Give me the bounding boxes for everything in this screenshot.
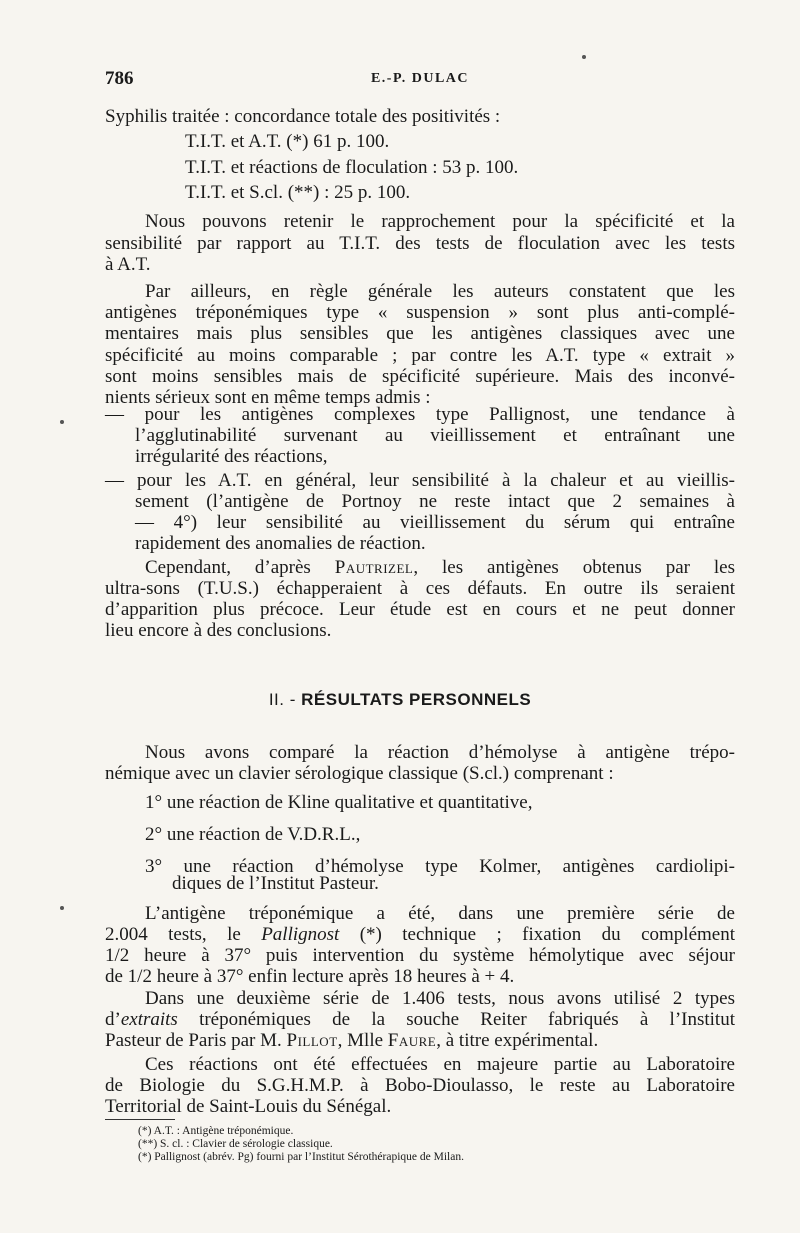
author-name: Pillot [286,1030,338,1051]
list-item-line: — pour les A.T. en général, leur sensibilité à la chaleur et au vieillis- [105,470,735,491]
text-line: L’antigène tréponémique a été, dans une première série de [145,903,735,924]
text-line: Nous avons comparé la réaction d’hémolyse à antigène trépo- [145,742,735,763]
text-line: sont moins sensibles mais de spécificité supérieure. Mais des inconvé- [105,366,735,387]
list-item-line: diques de l’Institut Pasteur. [172,873,379,894]
text-line: 1/2 heure à 37° puis intervention du système hémolytique avec séjour [105,945,735,966]
product-name: Pallignost [261,924,340,945]
text-line: Cependant, d’après Pautrizel, les antigènes obtenus par les [145,557,735,578]
text-line: Syphilis traitée : concordance totale des positivités : [105,106,501,127]
text-line: T.I.T. et réactions de floculation : 53 p. 100. [185,157,519,178]
footnote-rule [105,1119,175,1120]
text-line: Par ailleurs, en règle générale les auteurs constatent que les [145,281,735,302]
text-line: d’extraits tréponémiques de la souche Reiter fabriqués à l’Institut [105,1009,735,1030]
section-heading [0,690,800,710]
text-line: à A.T. [105,254,151,275]
text-line: Dans une deuxième série de 1.406 tests, nous avons utilisé 2 types [145,988,735,1009]
text-line: de Biologie du S.G.H.M.P. à Bobo-Dioulasso, le reste au Laboratoire [105,1075,735,1096]
section-number: II. - [268,690,296,709]
text-line: d’apparition plus précoce. Leur étude est en cours et ne peut donner [105,599,735,620]
text-line: 2.004 tests, le Pallignost (*) technique ; fixation du complément [105,924,735,945]
list-item: 1° une réaction de Kline qualitative et quantitative, [145,792,533,813]
running-header [105,68,735,92]
text-line: Territorial de Saint-Louis du Sénégal. [105,1096,392,1117]
print-speck [60,906,64,910]
section-title: RÉSULTATS PERSONNELS [301,690,532,709]
text-line: nients sérieux sont en même temps admis : [105,387,431,408]
list-item-line: — 4°) leur sensibilité au vieillissement du sérum qui entraîne [135,512,735,533]
emphasis: extraits [120,1009,178,1030]
text-line: T.I.T. et A.T. (*) 61 p. 100. [185,131,390,152]
running-author: E.-P. DULAC [370,71,470,86]
list-item-line: sement (l’antigène de Portnoy ne reste intact que 2 semaines à [135,491,735,512]
print-speck [60,420,64,424]
text-line: ultra-sons (T.U.S.) échapperaient à ces défauts. En outre ils seraient [105,578,735,599]
list-item: 2° une réaction de V.D.R.L., [145,824,361,845]
print-speck [582,55,586,59]
author-name: Pautrizel [334,557,414,578]
page-number: 786 [105,68,134,89]
text-line: antigènes tréponémiques type « suspension » sont plus anti-complé- [105,302,735,323]
text-line: Pasteur de Paris par M. Pillot, Mlle Faure, à titre expérimental. [105,1030,599,1051]
footnote: (*) Pallignost (abrév. Pg) fourni par l’Institut Sérothérapique de Milan. [138,1151,464,1163]
text-line: sensibilité par rapport au T.I.T. des tests de floculation avec les tests [105,233,735,254]
footnote: (**) S. cl. : Clavier de sérologie classique. [138,1138,333,1150]
footnote: (*) A.T. : Antigène tréponémique. [138,1125,294,1137]
text-line: Nous pouvons retenir le rapprochement pour la spécificité et la [145,211,735,232]
list-item-line: irrégularité des réactions, [135,446,328,467]
text-line: Ces réactions ont été effectuées en majeure partie au Laboratoire [145,1054,735,1075]
text-line: T.I.T. et S.cl. (**) : 25 p. 100. [185,182,411,203]
list-item-line: rapidement des anomalies de réaction. [135,533,426,554]
list-item-line: l’agglutinabilité survenant au vieillissement et entraînant une [135,425,735,446]
list-item: 3° une réaction d’hémolyse type Kolmer, antigènes cardiolipi- [145,856,735,877]
list-item-line: — pour les antigènes complexes type Pallignost, une tendance à [105,404,735,425]
author-name: Faure [387,1030,437,1051]
text-line: spécificité au moins comparable ; par contre les A.T. type « extrait » [105,345,735,366]
text-line: némique avec un clavier sérologique classique (S.cl.) comprenant : [105,763,614,784]
text-line: lieu encore à des conclusions. [105,620,332,641]
text-line: de 1/2 heure à 37° enfin lecture après 18 heures à + 4. [105,966,515,987]
text-line: mentaires mais plus sensibles que les antigènes classiques avec une [105,323,735,344]
